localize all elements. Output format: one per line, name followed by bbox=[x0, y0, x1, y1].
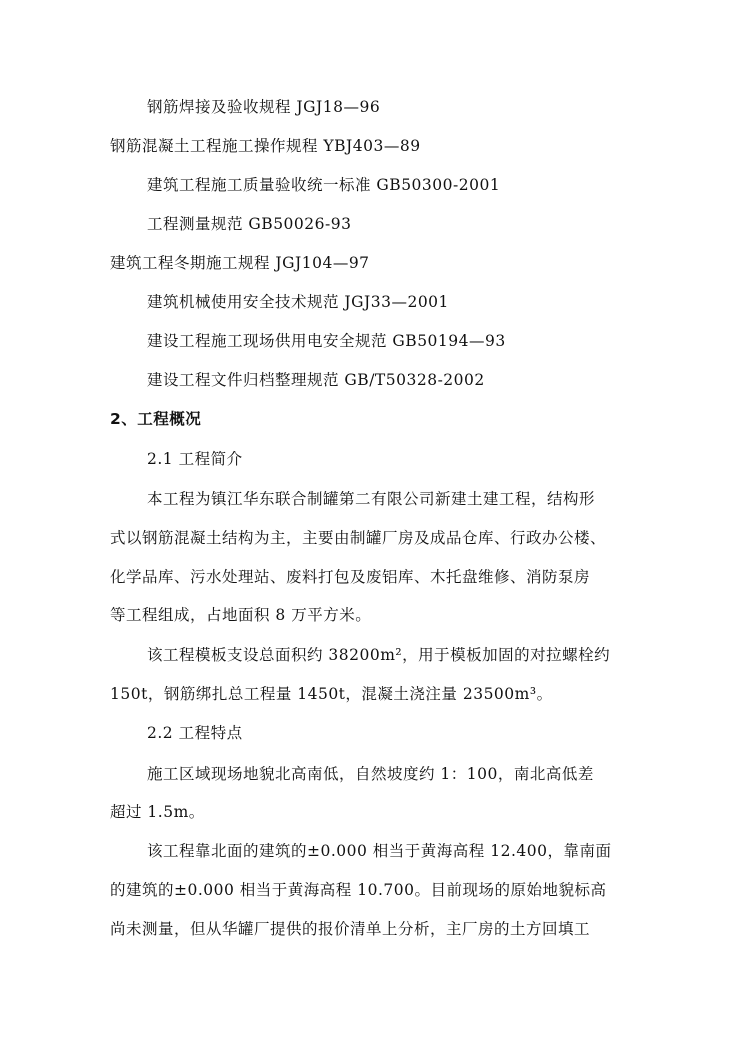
standard-line-8: 建设工程文件归档整理规范 GB/T50328-2002 bbox=[147, 371, 485, 389]
paragraph-1-line-3: 化学品库、污水处理站、废料打包及废铝库、木托盘维修、消防泵房 bbox=[110, 568, 591, 586]
paragraph-3-line-1: 施工区域现场地貌北高南低，自然坡度约 1：100，南北高低差 bbox=[147, 765, 594, 783]
paragraph-1-line-1: 本工程为镇江华东联合制罐第二有限公司新建土建工程，结构形 bbox=[147, 490, 596, 508]
standard-line-5: 建筑工程冬期施工规程 JGJ104—97 bbox=[110, 254, 370, 272]
paragraph-4-line-1: 该工程靠北面的建筑的±0.000 相当于黄海高程 12.400，靠南面 bbox=[147, 842, 612, 860]
paragraph-1-line-4: 等工程组成，占地面积 8 万平方米。 bbox=[110, 606, 372, 624]
subsection-title-2: 2.2 工程特点 bbox=[147, 724, 243, 742]
paragraph-2-line-2: 150t，钢筋绑扎总工程量 1450t，混凝土浇注量 23500m³。 bbox=[110, 685, 553, 703]
standard-line-7: 建设工程施工现场供用电安全规范 GB50194—93 bbox=[147, 332, 506, 350]
section-title: 2、工程概况 bbox=[110, 410, 202, 428]
standard-line-1: 钢筋焊接及验收规程 JGJ18—96 bbox=[147, 98, 381, 116]
paragraph-1-line-2: 式以钢筋混凝土结构为主，主要由制罐厂房及成品仓库、行政办公楼、 bbox=[110, 529, 607, 547]
standard-line-4: 工程测量规范 GB50026-93 bbox=[147, 215, 352, 233]
standard-line-6: 建筑机械使用安全技术规范 JGJ33—2001 bbox=[147, 293, 449, 311]
paragraph-4-line-3: 尚未测量，但从华罐厂提供的报价清单上分析，主厂房的土方回填工 bbox=[110, 920, 591, 938]
paragraph-4-line-2: 的建筑的±0.000 相当于黄海高程 10.700。目前现场的原始地貌标高 bbox=[110, 881, 607, 899]
paragraph-3-line-2: 超过 1.5m。 bbox=[110, 803, 205, 821]
subsection-title-1: 2.1 工程简介 bbox=[147, 450, 243, 468]
paragraph-2-line-1: 该工程模板支设总面积约 38200m²，用于模板加固的对拉螺栓约 bbox=[147, 646, 611, 664]
standard-line-3: 建筑工程施工质量验收统一标准 GB50300-2001 bbox=[147, 176, 501, 194]
standard-line-2: 钢筋混凝土工程施工操作规程 YBJ403—89 bbox=[110, 137, 421, 155]
